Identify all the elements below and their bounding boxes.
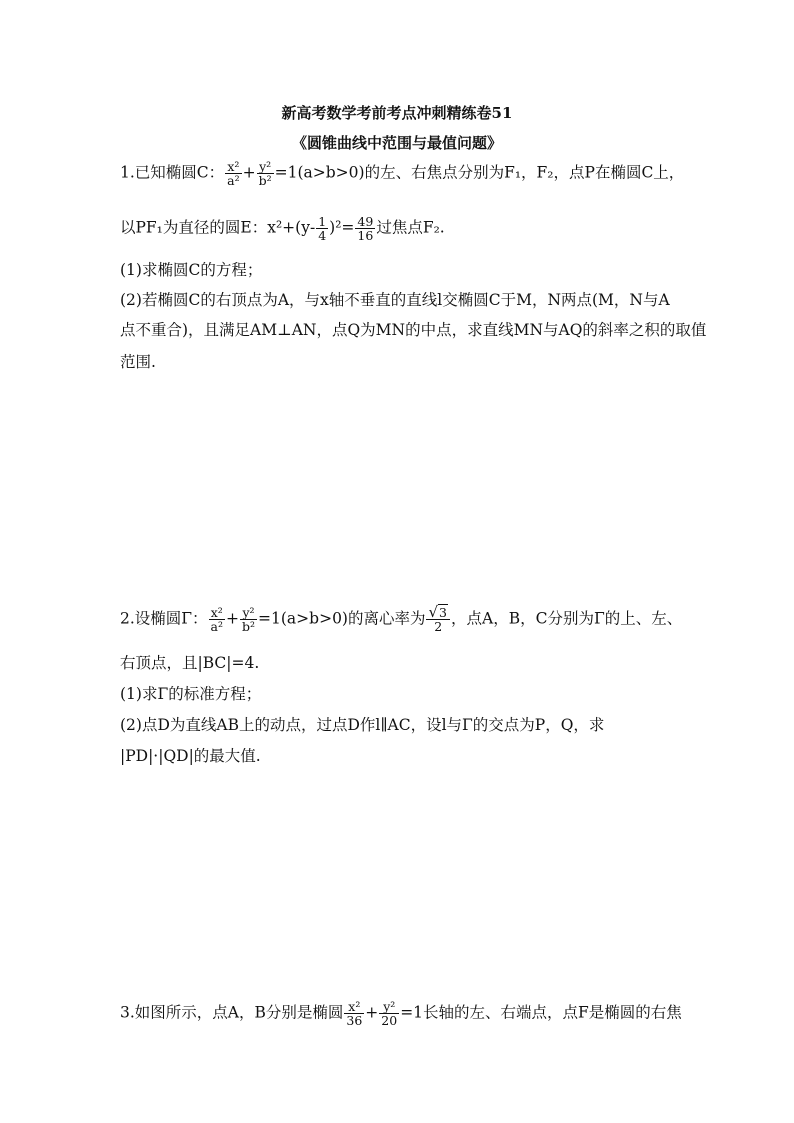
q1-line-1 [120, 160, 684, 187]
q2-part-2-line-2: |PD|·|QD|的最大值. [120, 747, 261, 765]
q1-part-2-line-2: 点不重合)，且满足AM⊥AN，点Q为MN的中点，求直线MN与AQ的斜率之积的取值 [120, 321, 707, 339]
denominator: b² [258, 173, 272, 188]
numerator: y² [379, 1000, 399, 1014]
numerator: x² [209, 606, 225, 620]
sqrt-icon: √3 [428, 603, 447, 621]
plus-sign: + [365, 1003, 379, 1022]
numerator: 1 [318, 214, 327, 229]
denominator: 16 [357, 228, 374, 243]
q1-text-e: 过焦点F₂. [376, 218, 445, 237]
q2-text-b: =1(a>b>0)的离心率为 [258, 609, 426, 628]
denominator: 4 [318, 228, 327, 243]
denominator: 2 [434, 619, 443, 634]
q2-part-1: (1)求Γ的标准方程； [120, 685, 262, 703]
q1-line-2 [120, 215, 445, 242]
plus-sign: + [226, 609, 240, 628]
fraction [344, 1000, 364, 1027]
denominator: 36 [346, 1013, 363, 1028]
fraction [379, 1000, 399, 1027]
radicand: 3 [439, 605, 447, 620]
q1-text-c: 以PF₁为直径的圆E：x²+(y- [120, 218, 316, 237]
fraction [355, 215, 375, 242]
q1-text-b: =1(a>b>0)的左、右焦点分别为F₁，F₂，点P在椭圆C上， [274, 163, 685, 182]
numerator [426, 603, 450, 621]
q1-part-2-line-3: 范围. [120, 353, 156, 371]
denominator: a² [227, 173, 240, 188]
q1-text-a: 1.已知椭圆C： [120, 163, 225, 182]
numerator: y² [240, 606, 257, 620]
q3-line-1 [120, 1000, 682, 1027]
q3-text-a: 3.如图所示，点A，B分别是椭圆 [120, 1003, 344, 1022]
q1-text-d: )²= [329, 218, 355, 237]
denominator: 20 [381, 1013, 398, 1028]
q3-text-b: =1长轴的左、右端点，点F是椭圆的右焦 [400, 1003, 682, 1022]
fraction [257, 160, 274, 187]
denominator: b² [242, 619, 256, 634]
numerator: x² [344, 1000, 364, 1014]
q2-line-1 [120, 603, 683, 634]
q1-part-2-line-1: (2)若椭圆C的右顶点为A，与x轴不垂直的直线l交椭圆C于M，N两点(M，N与A [120, 291, 670, 309]
plus-sign: + [242, 163, 256, 182]
q1-part-1: (1)求椭圆C的方程； [120, 261, 263, 279]
page-title: 新高考数学考前考点冲刺精练卷51 [281, 104, 513, 122]
fraction [240, 606, 257, 633]
q2-line-2: 右顶点，且|BC|=4. [120, 654, 260, 672]
q2-text-c: ，点A，B，C分别为Γ的上、左、 [451, 609, 683, 628]
fraction [225, 160, 241, 187]
page-subtitle: 《圆锥曲线中范围与最值问题》 [291, 134, 502, 152]
fraction [426, 603, 450, 634]
fraction [209, 606, 225, 633]
numerator: x² [225, 160, 241, 174]
denominator: a² [210, 619, 224, 634]
fraction [316, 215, 328, 242]
numerator: 49 [357, 214, 374, 229]
q2-text-a: 2.设椭圆Γ： [120, 609, 208, 628]
q2-part-2-line-1: (2)点D为直线AB上的动点，过点D作l∥AC，设l与Γ的交点为P，Q，求 [120, 716, 605, 734]
numerator: y² [257, 160, 274, 174]
